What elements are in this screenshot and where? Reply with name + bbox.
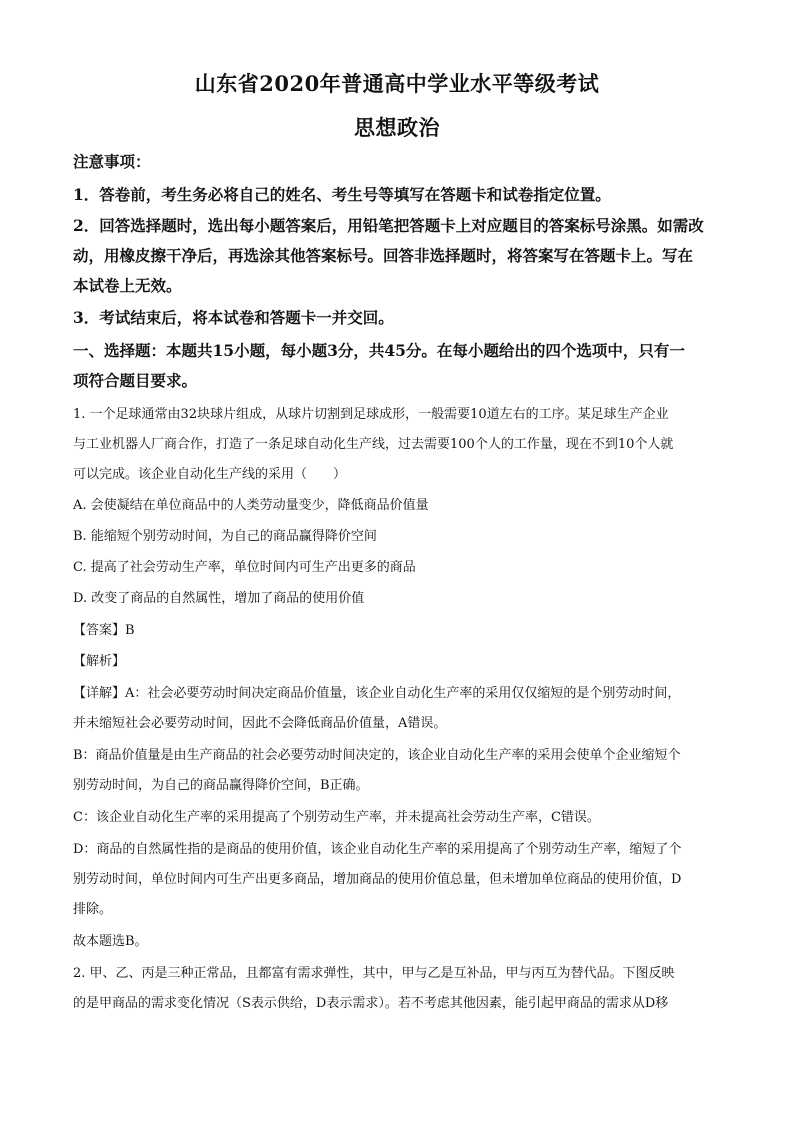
section-heading-line-2: 项符合题目要求。 — [73, 371, 198, 390]
notice-item-2-line-1: 2．回答选择题时，选出每小题答案后，用铅笔把答题卡上对应题目的答案标号涂黑。如需改 — [73, 216, 704, 235]
q1-stem-line-3: 可以完成。该企业自动化生产线的采用（ ） — [73, 467, 347, 482]
q2-stem-line-1: 2. 甲、乙、丙是三种正常品，且都富有需求弹性，其中，甲与乙是互补品，甲与丙互为替代品。下图反映 — [73, 966, 675, 981]
q1-option-d: D. 改变了商品的自然属性，增加了商品的使用价值 — [73, 591, 365, 606]
q1-conclusion: 故本题选B。 — [73, 934, 148, 949]
notice-item-2-line-3: 本试卷上无效。 — [73, 276, 182, 295]
q1-d-line-1: D：商品的自然属性指的是商品的使用价值，该企业自动化生产率的采用提高了个别劳动生产率，缩短了个 — [73, 842, 682, 857]
exam-subject: 思想政治 — [354, 115, 440, 140]
q1-detail-line-2: 并未缩短社会必要劳动时间，因此不会降低商品价值量，A错误。 — [73, 716, 447, 731]
q1-stem-line-2: 与工业机器人厂商合作，打造了一条足球自动化生产线，过去需要100个人的工作量，现在不到10个人就 — [73, 437, 674, 452]
q1-option-a: A. 会使凝结在单位商品中的人类劳动量变少，降低商品价值量 — [73, 498, 429, 513]
q1-b-line-1: B：商品价值量是由生产商品的社会必要劳动时间决定的，该企业自动化生产率的采用会使单个企业缩短个 — [73, 748, 681, 763]
q1-stem-line-1: 1. 一个足球通常由32块球片组成，从球片切割到足球成形，一般需要10道左右的工序。某足球生产企业 — [73, 407, 669, 422]
q1-c-line-1: C：该企业自动化生产率的采用提高了个别劳动生产率，并未提高社会劳动生产率，C错误。 — [73, 810, 600, 825]
q2-stem-line-2: 的是甲商品的需求变化情况（S表示供给，D表示需求）。若不考虑其他因素，能引起甲商品的需求从D移 — [73, 996, 669, 1011]
q1-detail-line-1: 【详解】A：社会必要劳动时间决定商品价值量，该企业自动化生产率的采用仅仅缩短的是个别劳动时间， — [73, 686, 681, 701]
q1-option-c: C. 提高了社会劳动生产率，单位时间内可生产出更多的商品 — [73, 560, 416, 575]
q1-analysis-label: 【解析】 — [73, 654, 126, 669]
notice-heading: 注意事项： — [73, 152, 151, 171]
q1-option-b: B. 能缩短个别劳动时间，为自己的商品赢得降价空间 — [73, 529, 377, 544]
notice-item-3: 3．考试结束后，将本试卷和答题卡一并交回。 — [73, 308, 394, 327]
q1-b-line-2: 别劳动时间，为自己的商品赢得降价空间，B正确。 — [73, 778, 369, 793]
q1-d-line-3: 排除。 — [73, 902, 113, 917]
notice-item-1: 1．答卷前，考生务必将自己的姓名、考生号等填写在答题卡和试卷指定位置。 — [73, 185, 611, 204]
q1-d-line-2: 别劳动时间，单位时间内可生产出更多商品，增加商品的使用价值总量，但未增加单位商品的使用价值，D — [73, 872, 682, 887]
section-heading-line-1: 一、选择题：本题共15小题，每小题3分，共45分。在每小题给出的四个选项中，只有一 — [73, 341, 685, 360]
q1-answer: 【答案】B — [73, 623, 135, 638]
exam-title: 山东省2020年普通高中学业水平等级考试 — [194, 71, 600, 96]
notice-item-2-line-2: 动，用橡皮擦干净后，再选涂其他答案标号。回答非选择题时，将答案写在答题卡上。写在 — [73, 246, 694, 265]
